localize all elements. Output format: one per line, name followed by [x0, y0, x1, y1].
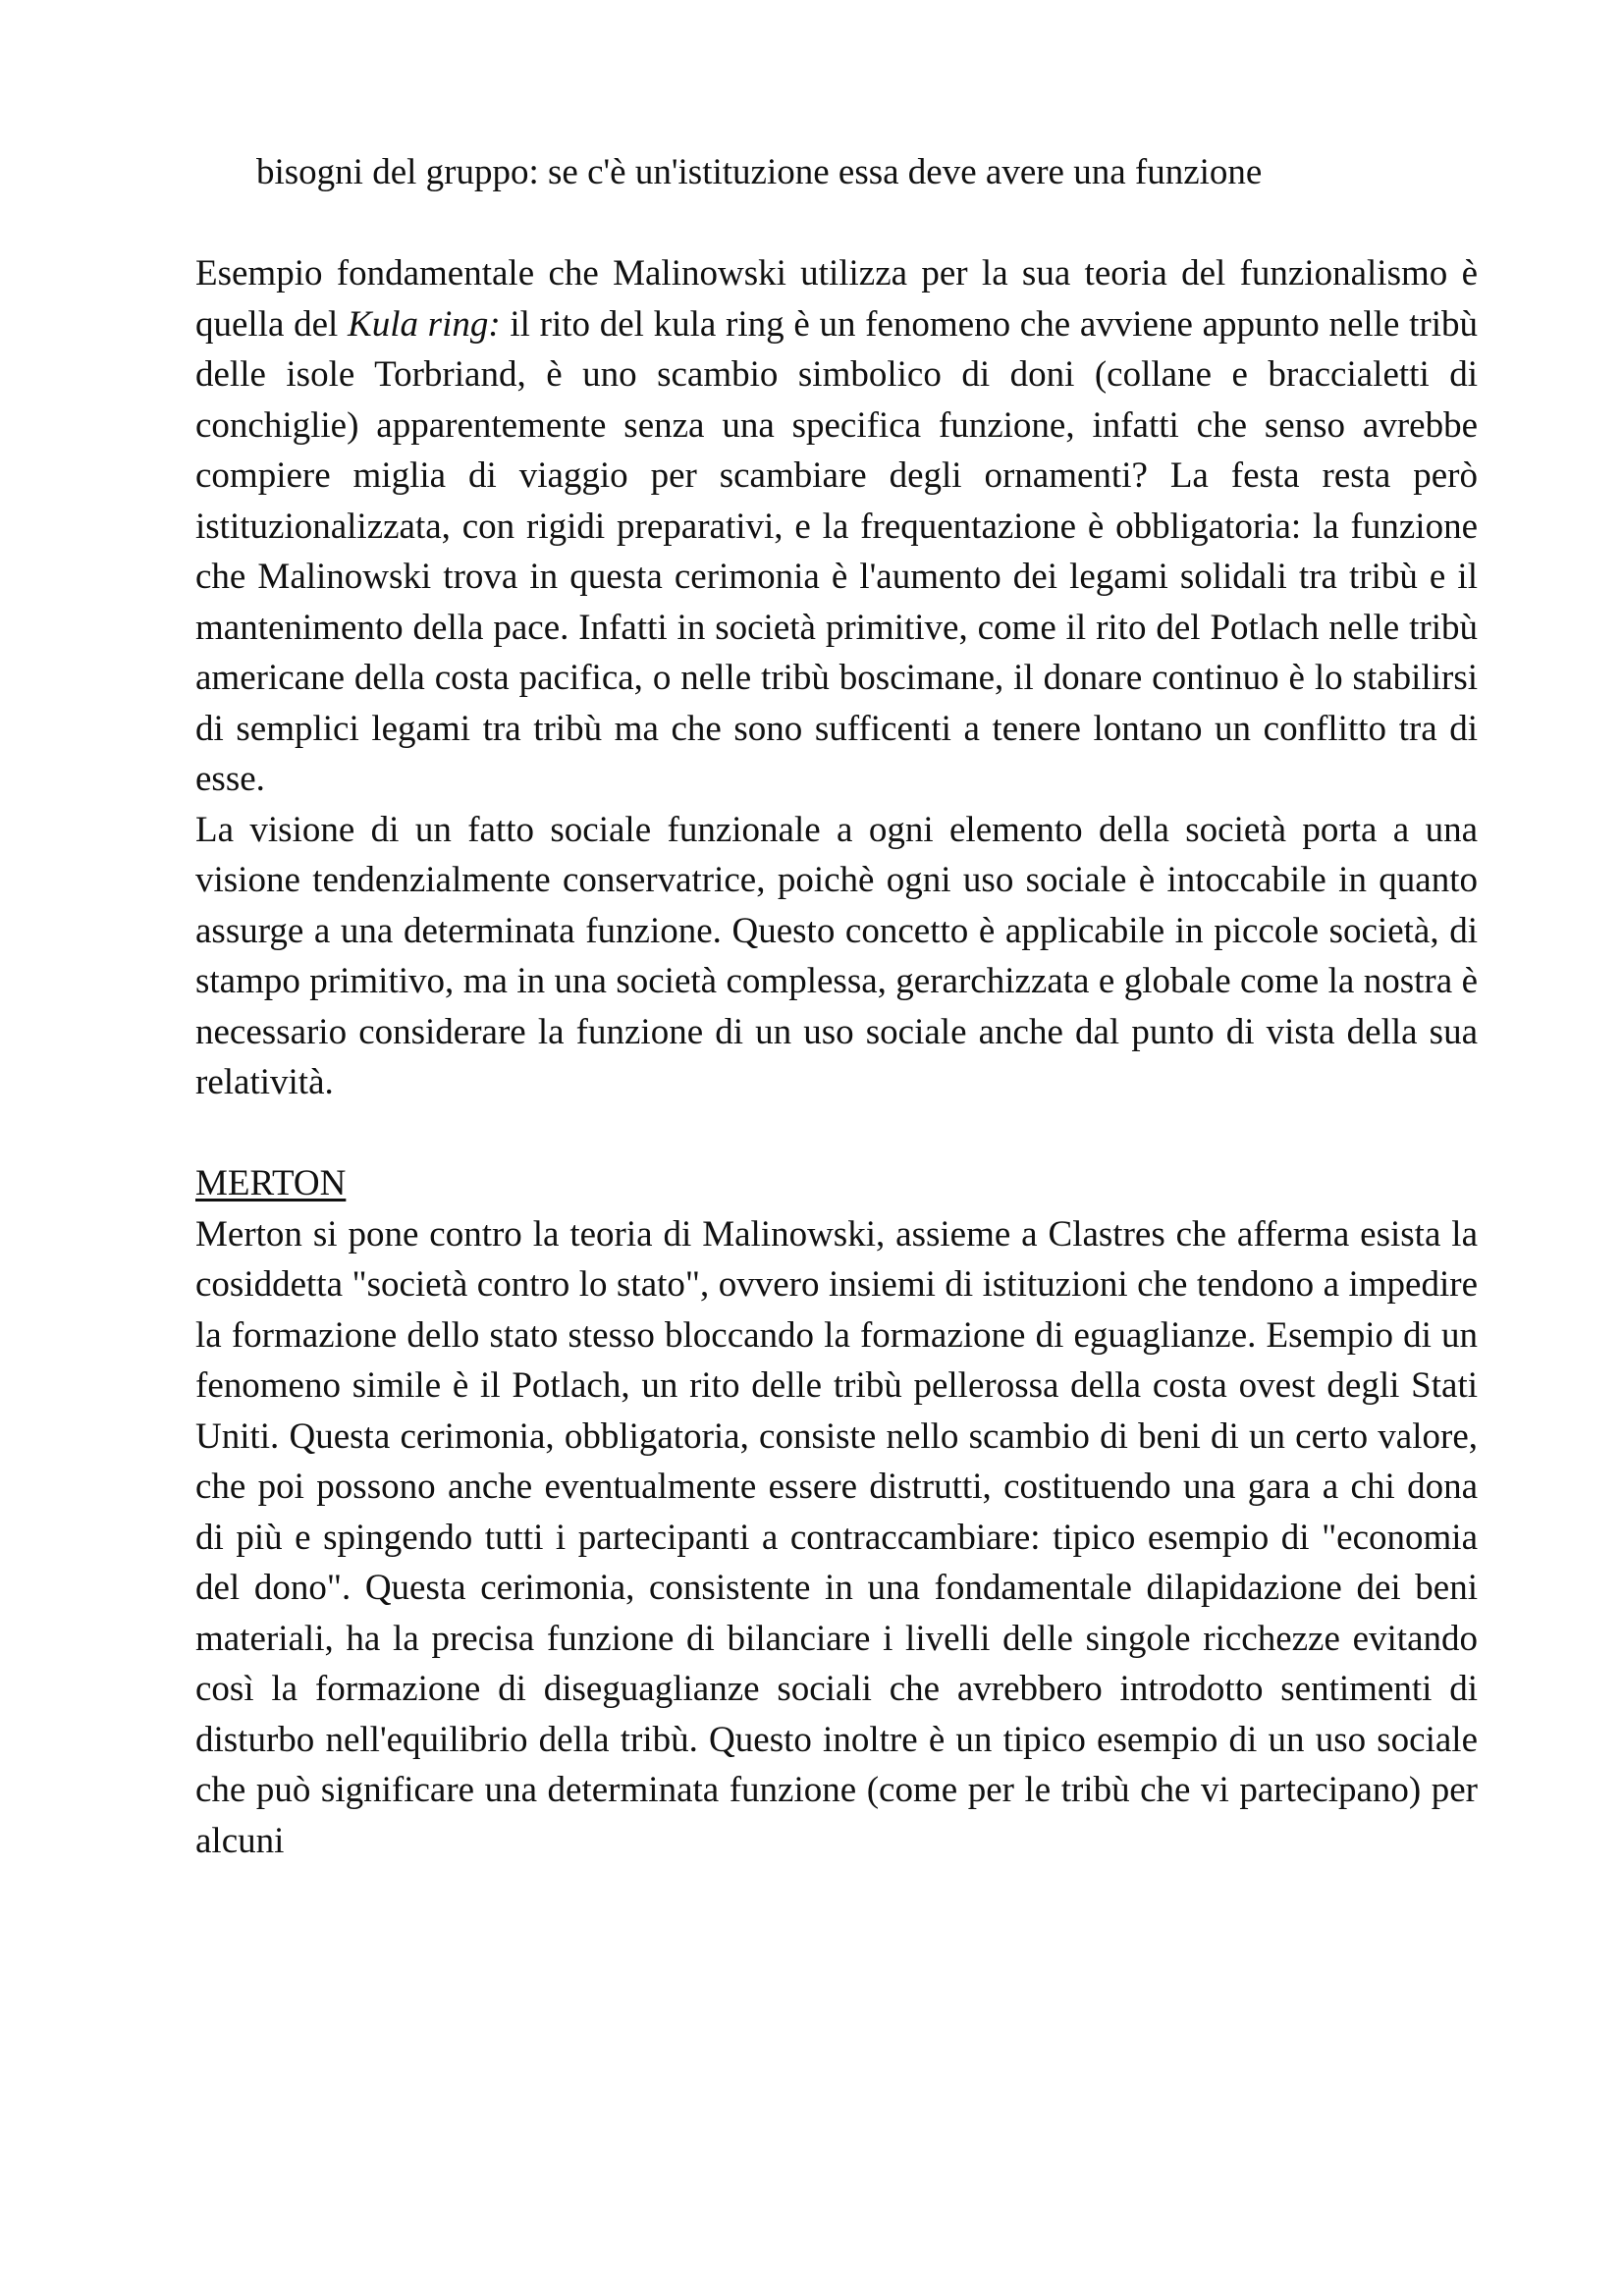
paragraph-gap — [195, 198, 1478, 249]
paragraph-conservative-view: La visione di un fatto sociale funzionale a ogni elemento della società porta a una visione tendenzialmente conservatrice, poichè ogni uso sociale è intoccabile in quanto assurge a una determinata funzione. Questo concetto è applicabile in piccole società, di stampo primitivo, ma in una società complessa, gerarchizzata e globale come la nostra è necessario considerare la funzione di un uso sociale anche dal punto di vista della sua relatività. — [195, 809, 1478, 1102]
paragraph-gap — [195, 1108, 1478, 1159]
paragraph-merton: Merton si pone contro la teoria di Malinowski, assieme a Clastres che afferma esista la cosiddetta "società contro lo stato", ovvero insiemi di istituzioni che tendono a impedire la formazione dello stato stesso bloccando la formazione di eguaglianze. Esempio di un fenomeno simile è il Potlach, un rito delle tribù pellerossa della costa ovest degli Stati Uniti. Questa cerimonia, obbligatoria, consiste nello scambio di beni di un certo valore, che poi possono anche eventualmente essere distrutti, costituendo una gara a chi dona di più e spingendo tutti i partecipanti a contraccambiare: tipico esempio di "economia del dono". Questa cerimonia, consistente in una fondamentale dilapidazione dei beni materiali, ha la precisa funzione di bilanciare i livelli delle singole ricchezze evitando così la formazione di diseguaglianze sociali che avrebbero introdotto sentimenti di disturbo nell'equilibrio della tribù. Questo inoltre è un tipico esempio di un uso sociale che può significare una determinata funzione (come per le tribù che vi partecipano) per alcuni — [195, 1213, 1478, 1861]
paragraph-text: il rito del kula ring è un fenomeno che avviene appunto nelle tribù delle isole Torbriand, è uno scambio simbolico di doni (collane e braccialetti di conchiglie) apparentemente senza una specifica funzione, infatti che senso avrebbe compiere miglia di viaggio per scambiare degli ornamenti? La festa resta però istituzionalizzata, con rigidi preparativi, e la frequentazione è obbligatoria: la funzione che Malinowski trova in questa cerimonia è l'aumento dei legami solidali tra tribù e il mantenimento della pace. Infatti in società primitive, come il rito del Potlach nelle tribù americane della costa pacifica, o nelle tribù boscimane, il donare continuo è lo stabilirsi di semplici legami tra tribù ma che sono sufficenti a tenere lontano un conflitto tra di esse. — [195, 303, 1478, 799]
section-heading: MERTON — [195, 1163, 347, 1203]
opening-line: bisogni del gruppo: se c'è un'istituzione essa deve avere una funzione — [256, 152, 1263, 192]
document-body — [195, 147, 1478, 1866]
italic-term: Kula ring: — [348, 303, 501, 345]
paragraph-text: Esempio fondamentale che Malinowski utilizza per la sua teoria del funzionalismo è quella del — [195, 253, 1478, 345]
paragraph-kula-ring — [195, 248, 1478, 805]
